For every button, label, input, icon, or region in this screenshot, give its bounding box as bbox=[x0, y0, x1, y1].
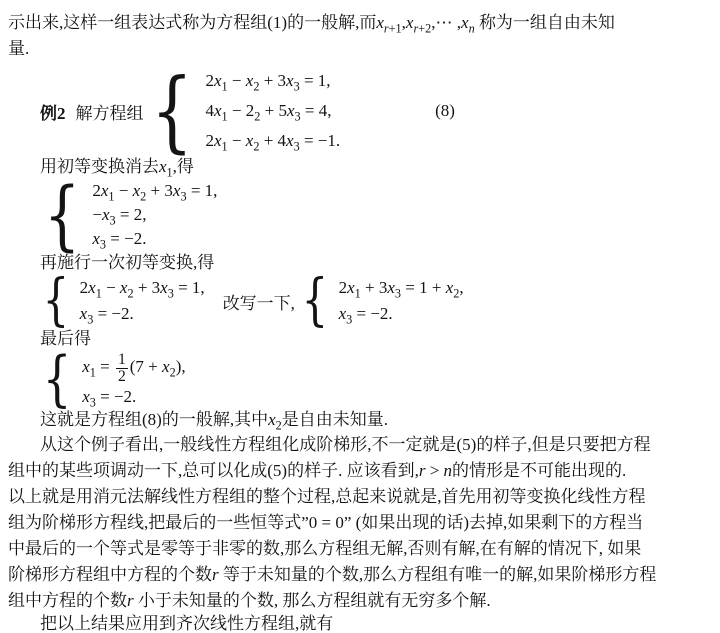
equation-line: $x_3 = -2$. bbox=[82, 386, 137, 409]
example-2-block bbox=[40, 59, 712, 162]
equation-system-8 bbox=[206, 66, 341, 156]
equation-line: $2x_1 + 3x_3 = 1 + x_2$, bbox=[338, 278, 464, 301]
left-brace: { bbox=[42, 268, 70, 333]
equation-line: $2x_1 - x_2 + 3x_3 = 1$, bbox=[205, 71, 331, 94]
left-brace: { bbox=[150, 59, 193, 162]
equation-line: $x_3 = -2$. bbox=[92, 229, 147, 252]
text-line: 量. bbox=[8, 39, 30, 58]
equation-system bbox=[82, 350, 185, 407]
example-label: 例2 bbox=[40, 103, 66, 123]
closing-line: 把以上结果应用到齐次线性方程组,就有 bbox=[40, 614, 334, 633]
rewrite-label: 改写一下, bbox=[222, 293, 295, 313]
left-brace: { bbox=[301, 268, 329, 333]
equation-system bbox=[339, 275, 464, 327]
step2-lead: 再施行一次初等变换,得 bbox=[40, 253, 215, 272]
text-line: 从这个例子看出,一般线性方程组化成阶梯形,不一定就是(5)的样子,但是只要把方程 bbox=[40, 435, 651, 454]
system-left bbox=[38, 268, 205, 333]
equation-line: $2x_1 - x_2 + 3x_3 = 1$, bbox=[79, 278, 205, 301]
text-line: 示出来,这样一组表达式称为方程组(1)的一般解,而$x_{r+1},x_{r+2},\cdots$ $,x_n$ 称为一组自由未知 bbox=[8, 13, 615, 36]
rewrite-row bbox=[38, 268, 712, 333]
text-line: 阶梯形方程组中方程的个数r 等于未知量的个数,那么方程组有唯一的解,如果阶梯形方程 bbox=[8, 565, 657, 584]
text-line: 组中的某些项调动一下,总可以化成(5)的样子. 应该看到,r > n的情形是不可能出现的. bbox=[8, 461, 627, 480]
equation-line: $4x_1 - 2_2 + 5x_3 = 4$, bbox=[205, 101, 332, 124]
equation-line: $x_3 = -2$. bbox=[338, 304, 393, 327]
example-lead: 解方程组 bbox=[75, 103, 144, 123]
equation-system bbox=[80, 275, 205, 327]
left-brace: { bbox=[44, 170, 81, 259]
text-line: 组中方程的个数r 小于未知量的个数, 那么方程组就有无穷多个解. bbox=[8, 591, 491, 610]
equation-line: $2x_1 - x_2 + 3x_3 = 1$, bbox=[92, 181, 218, 204]
equation-number: (8) bbox=[435, 101, 455, 120]
equation-system bbox=[92, 179, 217, 251]
discussion-paragraph bbox=[8, 432, 712, 614]
step1-lead: 用初等变换消去$x_1$,得 bbox=[40, 157, 194, 180]
text-line: 组为阶梯形方程线,把最后的一些恒等式”0 = 0” (如果出现的话)去掉,如果剩下的方程当 bbox=[8, 513, 644, 532]
system-right bbox=[297, 268, 464, 333]
text-line: 以上就是用消元法解线性方程组的整个过程,总起来说就是,首先用初等变换化线性方程 bbox=[8, 487, 646, 506]
equation-line: $x_1$ = $\frac{1}{2}$ $(7 + x_2)$, bbox=[82, 350, 186, 386]
equation-line: $-x_3 = 2$, bbox=[92, 205, 147, 228]
text-line: 中最后的一个等式是零等于非零的数,那么方程组无解,否则有解,在有解的情况下, 如果 bbox=[8, 539, 642, 558]
equation-line: $2x_1 - x_2 + 4x_3 = -1$. bbox=[205, 131, 341, 154]
system-after-elimination bbox=[38, 170, 712, 259]
solution-note: 这就是方程组(8)的一般解,其中$x_2$是自由未知量. bbox=[40, 410, 388, 433]
equation-line: $x_3 = -2$. bbox=[79, 304, 134, 327]
intro-paragraph bbox=[8, 10, 712, 62]
left-brace: { bbox=[42, 344, 72, 414]
step3-lead: 最后得 bbox=[40, 329, 91, 348]
general-solution-system bbox=[38, 344, 712, 414]
